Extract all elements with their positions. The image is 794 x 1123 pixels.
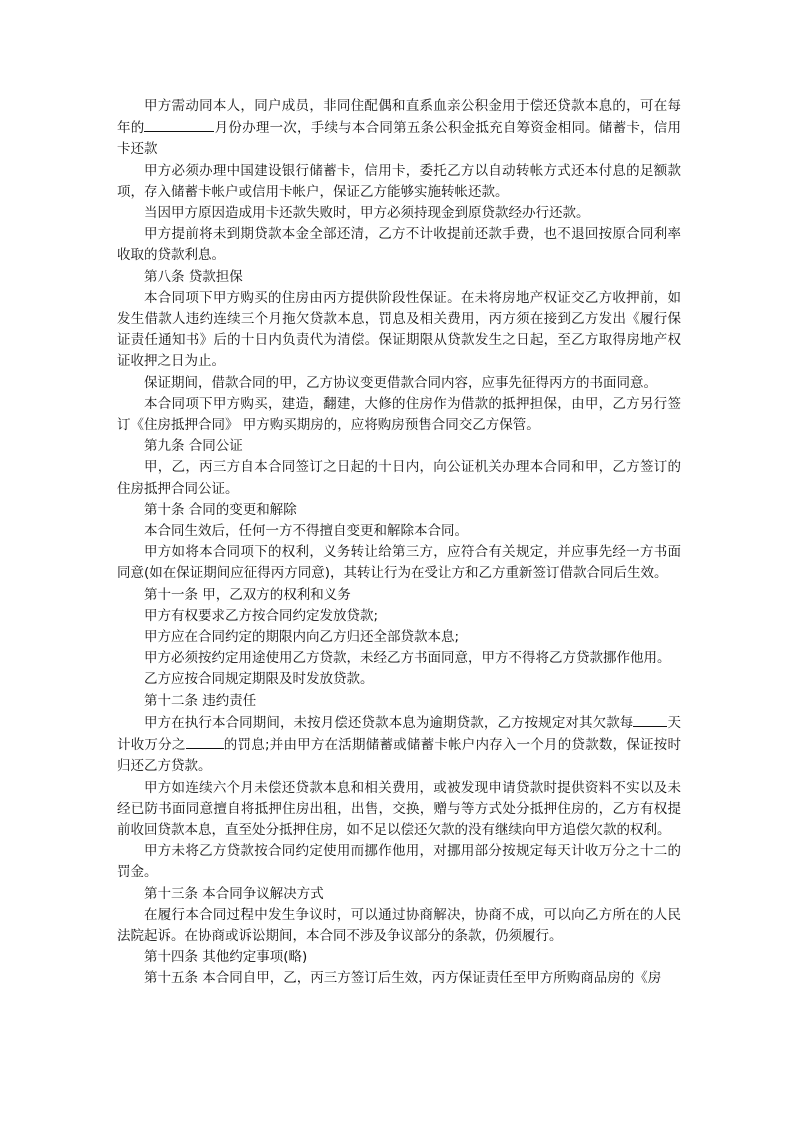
paragraph-guarantee-period	[117, 373, 681, 394]
paragraph-text: 本合同项下甲方购买的住房由丙方提供阶段性保证。在未将房地产权证交乙方收押前，如发生借款人违约连续三个月拖欠贷款本息，罚息及相关费用，丙方须在接到乙方发出《履行保证责任通知书》后的十日内负责代为清偿。保证期限从贷款发生之日起，至乙方取得房地产权证收押之日为止。	[117, 289, 681, 370]
heading-article-12	[117, 691, 681, 712]
contract-page	[117, 96, 681, 990]
paragraph-text: 保证期间，借款合同的甲，乙方协议变更借款合同内容，应事先征得丙方的书面同意。	[144, 374, 657, 391]
paragraph-mortgage	[117, 394, 681, 436]
paragraph-text: 甲方在执行本合同期间，未按月偿还贷款本息为逾期贷款，乙方按规定对其欠款每	[144, 714, 634, 731]
heading-text: 第十条 合同的变更和解除	[144, 501, 297, 518]
paragraph-text: 本合同项下甲方购买，建造，翻建，大修的住房作为借款的抵押担保，由甲，乙方另行签订《住房抵押合同》 甲方购买期房的，应将购房预售合同交乙方保管。	[117, 395, 681, 434]
heading-article-8	[117, 267, 681, 288]
paragraph-article-15	[117, 968, 681, 989]
heading-text: 第十三条 本合同争议解决方式	[144, 885, 324, 902]
paragraph-overdue	[117, 712, 681, 778]
heading-article-14	[117, 947, 681, 968]
heading-article-13	[117, 884, 681, 905]
blank-days	[633, 712, 667, 727]
paragraph-text: 在履行本合同过程中发生争议时，可以通过协商解决，协商不成，可以向乙方所在的人民法院起诉。在协商或诉讼期间，本合同不涉及争议部分的条款，仍须履行。	[117, 906, 681, 944]
paragraph-guarantee	[117, 288, 681, 373]
heading-text: 第八条 贷款担保	[144, 268, 243, 285]
paragraph-text: 甲方如连续六个月未偿还贷款本息和相关费用，或被发现申请贷款时提供资料不实以及未经已防书面同意擅自将抵押住房出租，出售，交换，赠与等方式处分抵押住房的，乙方有权提前收回贷款本息，直至处分抵押住房，如不足以偿还欠款的没有继续向甲方追偿欠款的权利。	[117, 779, 681, 838]
paragraph-right-4	[117, 669, 681, 690]
paragraph-misuse	[117, 841, 681, 883]
heading-text: 第十一条 甲，乙双方的权利和义务	[144, 586, 351, 603]
paragraph-text: 甲方需动同本人，同户成员，非同住配偶和直系血亲公积金用于偿还贷款本息的，可在每年的	[117, 98, 681, 137]
paragraph-text: 甲方未将乙方贷款按合同约定使用而挪作他用，对挪用部分按规定每天计收万分之十二的罚金。	[117, 843, 681, 881]
blank-rate	[186, 734, 224, 749]
heading-article-11	[117, 585, 681, 606]
paragraph-text: 甲方应在合同约定的期限内向乙方归还全部贷款本息;	[144, 629, 460, 646]
heading-article-10	[117, 500, 681, 521]
paragraph-notarization	[117, 457, 681, 499]
paragraph-text: 甲方如将本合同项下的权利，义务转让给第三方，应符合有关规定，并应事先经一方书面同意(如在保证期间应征得丙方同意)，其转让行为在受让方和乙方重新签订借款合同后生效。	[117, 544, 681, 582]
paragraph-text: 甲方提前将未到期贷款本金全部还清，乙方不计收提前还款手费，也不退回按原合同利率收取的贷款利息。	[117, 226, 681, 264]
paragraph-card-failure	[117, 203, 681, 224]
paragraph-text: 第十五条 本合同自甲，乙，丙三方签订后生效，丙方保证责任至甲方所购商品房的《房	[144, 970, 662, 987]
paragraph-right-1	[117, 606, 681, 627]
paragraph-right-3	[117, 648, 681, 669]
paragraph-text: 的罚息;并由甲方在活期储蓄或储蓄卡帐户内存入一个月的贷款数，保证按时归还乙方贷款。	[117, 737, 681, 775]
paragraph-default	[117, 778, 681, 842]
paragraph-card-auto-debit	[117, 161, 681, 203]
blank-month	[144, 117, 214, 132]
paragraph-text: 月份办理一次，手续与本合同第五条公积金抵充自筹资金相同。储蓄卡，信用卡还款	[117, 120, 682, 158]
paragraph-early-repayment	[117, 224, 681, 266]
paragraph-text: 本合同生效后，任何一方不得擅自变更和解除本合同。	[144, 523, 468, 540]
paragraph-text: 甲方必须办理中国建设银行储蓄卡，信用卡，委托乙方以自动转帐方式还本付息的足额款项，存入储蓄卡帐户或信用卡帐户，保证乙方能够实施转帐还款。	[117, 162, 681, 200]
paragraph-text: 甲方必须按约定用途使用乙方贷款，未经乙方书面同意，甲方不得将乙方贷款挪作他用。	[144, 650, 671, 667]
paragraph-text: 乙方应按合同规定期限及时发放贷款。	[144, 671, 374, 688]
heading-text: 第十四条 其他约定事项(略)	[144, 949, 308, 966]
paragraph-housing-fund	[117, 96, 681, 161]
paragraph-text: 天计收万分之	[117, 714, 682, 754]
paragraph-no-change	[117, 521, 681, 542]
paragraph-right-2	[117, 627, 681, 648]
heading-article-9	[117, 436, 681, 457]
paragraph-transfer	[117, 542, 681, 584]
paragraph-text: 甲，乙，丙三方自本合同签订之日起的十日内，向公证机关办理本合同和甲，乙方签订的住房抵押合同公证。	[117, 459, 681, 497]
paragraph-dispute	[117, 905, 681, 947]
heading-text: 第十二条 违约责任	[144, 692, 257, 709]
paragraph-text: 甲方有权要求乙方按合同约定发放贷款;	[144, 607, 379, 624]
paragraph-text: 当因甲方原因造成用卡还款失败时，甲方必须持现金到原贷款经办行还款。	[144, 205, 590, 222]
heading-text: 第九条 合同公证	[144, 438, 243, 455]
